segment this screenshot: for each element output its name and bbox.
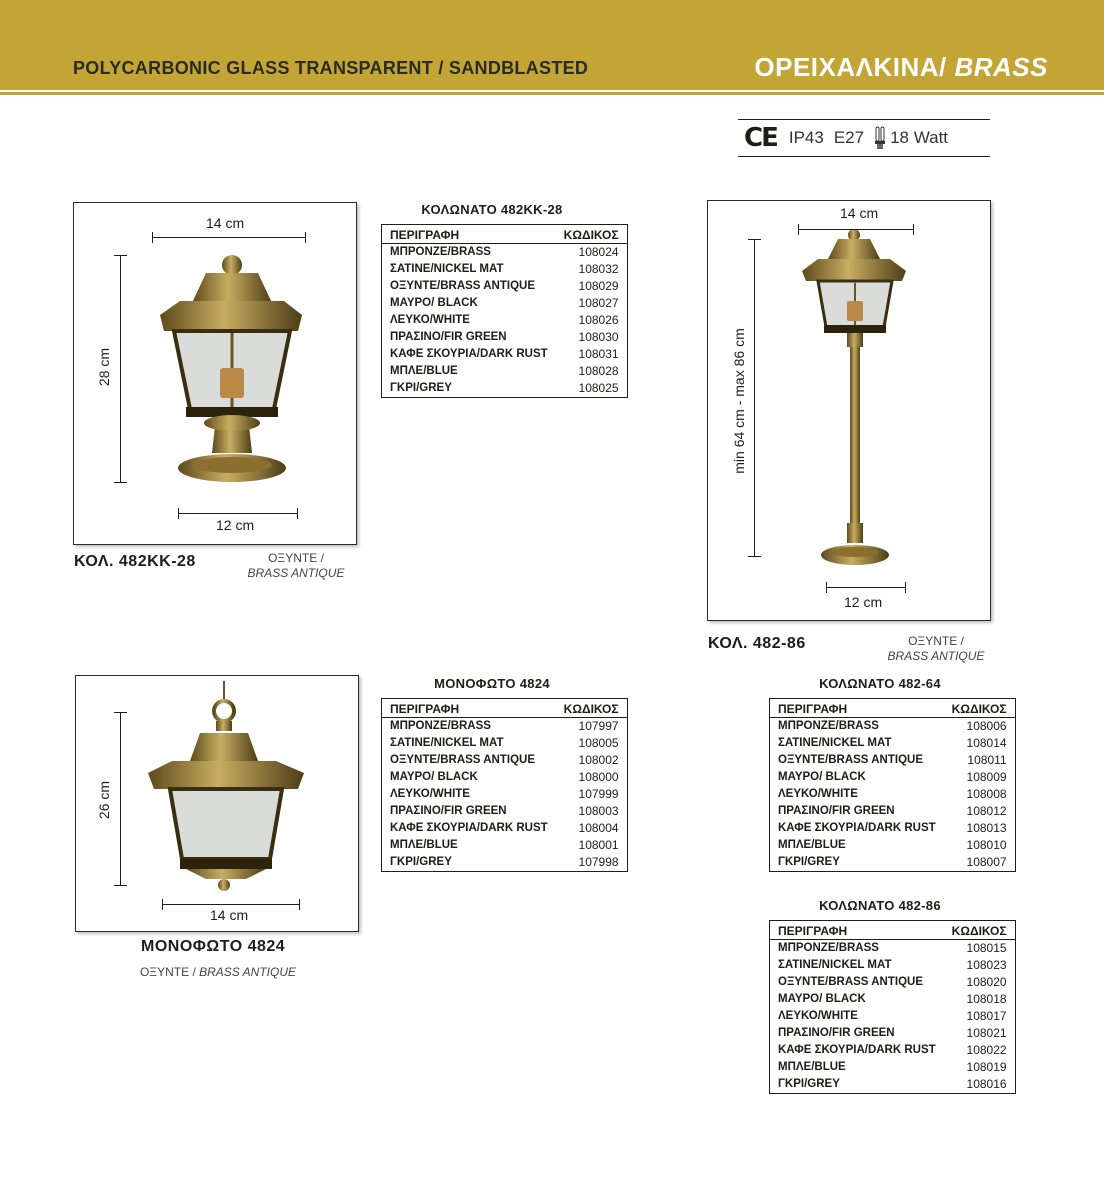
row-code: 108030 xyxy=(578,330,619,344)
row-description: ΜΠΛΕ/BLUE xyxy=(778,1061,846,1073)
spec-strip xyxy=(738,119,990,157)
row-code: 108012 xyxy=(966,804,1007,818)
dimension-line-bottom xyxy=(826,587,906,588)
row-code: 108016 xyxy=(966,1077,1007,1091)
row-description: ΜΠΛΕ/BLUE xyxy=(390,365,458,377)
dimension-width-bottom: 14 cm xyxy=(210,907,249,923)
col-header-code: ΚΩΔΙΚΟΣ xyxy=(556,699,627,718)
dimension-line-height xyxy=(120,712,121,886)
row-code: 108010 xyxy=(966,838,1007,852)
row-code: 108019 xyxy=(966,1060,1007,1074)
row-description: ΟΞΥΝΤΕ/BRASS ANTIQUE xyxy=(390,280,535,292)
product-photo-482kk-28 xyxy=(73,202,357,545)
row-code: 108023 xyxy=(966,958,1007,972)
dimension-width-top: 14 cm xyxy=(206,215,245,231)
table-row xyxy=(382,718,628,736)
col-header-description: ΠΕΡΙΓΡΑΦΗ xyxy=(382,699,556,718)
table-row xyxy=(382,295,628,312)
row-description: ΜΠΡΟΝΖΕ/BRASS xyxy=(778,942,879,954)
row-description: ΣΑΤΙΝΕ/NICKEL MAT xyxy=(778,737,892,749)
dimension-width-bottom: 12 cm xyxy=(216,517,255,533)
row-code: 108000 xyxy=(578,770,619,784)
row-description: ΚΑΦΕ ΣΚΟΥΡΙΑ/DARK RUST xyxy=(778,822,936,834)
table-row xyxy=(770,991,1016,1008)
row-description: ΛΕΥΚΟ/WHITE xyxy=(778,1010,858,1022)
table-row xyxy=(770,957,1016,974)
finish-english: BRASS ANTIQUE xyxy=(887,649,985,663)
table-row xyxy=(770,786,1016,803)
table-header-row xyxy=(770,699,1016,718)
row-code: 108022 xyxy=(966,1043,1007,1057)
row-code: 108011 xyxy=(967,753,1007,767)
dimension-line-height xyxy=(754,239,755,557)
table-title-4824: ΜΟΝΟΦΩΤΟ 4824 xyxy=(434,676,550,691)
row-code: 108028 xyxy=(578,364,619,378)
header-rule xyxy=(0,86,1104,90)
row-description: ΠΡΑΣΙΝΟ/FIR GREEN xyxy=(390,331,507,343)
dimension-width-top: 14 cm xyxy=(840,205,879,221)
row-description: ΛΕΥΚΟ/WHITE xyxy=(390,788,470,800)
table-row xyxy=(770,940,1016,958)
header-title-english: BRASS xyxy=(946,52,1048,82)
row-description: ΓΚΡΙ/GREY xyxy=(390,382,452,394)
table-row xyxy=(382,278,628,295)
finish-greek: ΟΞΥΝΤΕ / xyxy=(908,634,964,648)
col-header-code: ΚΩΔΙΚΟΣ xyxy=(944,699,1015,718)
row-description: ΓΚΡΙ/GREY xyxy=(390,856,452,868)
dimension-line-top xyxy=(152,237,306,238)
row-description: ΣΑΤΙΝΕ/NICKEL MAT xyxy=(390,737,504,749)
table-header-row xyxy=(770,921,1016,940)
row-description: ΟΞΥΝΤΕ/BRASS ANTIQUE xyxy=(778,976,923,988)
row-code: 108020 xyxy=(966,975,1007,989)
row-description: ΜΠΛΕ/BLUE xyxy=(778,839,846,851)
row-code: 108014 xyxy=(966,736,1007,750)
table-row xyxy=(770,769,1016,786)
table-row xyxy=(770,820,1016,837)
finish-english: BRASS ANTIQUE xyxy=(199,965,297,979)
product-photo-4824 xyxy=(75,675,359,932)
table-row xyxy=(382,363,628,380)
lantern-tall-post-image xyxy=(708,201,992,622)
row-description: ΣΑΤΙΝΕ/NICKEL MAT xyxy=(778,959,892,971)
table-row xyxy=(382,312,628,329)
row-description: ΠΡΑΣΙΝΟ/FIR GREEN xyxy=(778,805,895,817)
table-row xyxy=(770,1025,1016,1042)
table-row xyxy=(770,837,1016,854)
table-row xyxy=(382,380,628,398)
header-title xyxy=(754,52,1048,83)
row-code: 108027 xyxy=(578,296,619,310)
row-code: 107999 xyxy=(578,787,619,801)
table-title-482-86: ΚΟΛΩΝΑΤΟ 482-86 xyxy=(819,898,941,913)
table-row xyxy=(770,752,1016,769)
table-row xyxy=(382,769,628,786)
product-finish-482kk-28 xyxy=(236,551,356,581)
dimension-line-bottom xyxy=(162,904,300,905)
row-code: 108024 xyxy=(578,245,619,259)
row-description: ΛΕΥΚΟ/WHITE xyxy=(390,314,470,326)
row-code: 108021 xyxy=(966,1026,1007,1040)
row-code: 107998 xyxy=(578,855,619,869)
row-code: 108001 xyxy=(578,838,619,852)
row-description: ΜΑΥΡΟ/ BLACK xyxy=(778,993,866,1005)
row-description: ΟΞΥΝΤΕ/BRASS ANTIQUE xyxy=(778,754,923,766)
row-code: 108008 xyxy=(966,787,1007,801)
bulb-icon xyxy=(874,126,886,150)
row-description: ΜΑΥΡΟ/ BLACK xyxy=(778,771,866,783)
product-caption-4824: ΜΟΝΟΦΩΤΟ 4824 xyxy=(141,938,286,955)
table-row xyxy=(382,837,628,854)
table-row xyxy=(382,820,628,837)
dimension-line-top xyxy=(798,229,914,230)
row-code: 108013 xyxy=(966,821,1007,835)
table-row xyxy=(382,803,628,820)
product-caption-482-86: ΚΟΛ. 482-86 xyxy=(708,635,806,652)
col-header-description: ΠΕΡΙΓΡΑΦΗ xyxy=(382,225,556,244)
row-code: 108018 xyxy=(966,992,1007,1006)
finish-greek: ΟΞΥΝΤΕ / xyxy=(139,965,200,979)
row-description: ΚΑΦΕ ΣΚΟΥΡΙΑ/DARK RUST xyxy=(778,1044,936,1056)
row-code: 108032 xyxy=(578,262,619,276)
row-description: ΓΚΡΙ/GREY xyxy=(778,856,840,868)
table-row xyxy=(382,261,628,278)
ip-rating: IP43 xyxy=(788,128,824,147)
header-title-greek: ΟΡΕΙΧΑΛΚΙΝΑ/ xyxy=(754,52,947,82)
col-header-description: ΠΕΡΙΓΡΑΦΗ xyxy=(770,921,944,940)
table-row xyxy=(382,346,628,363)
row-code: 108004 xyxy=(578,821,619,835)
row-code: 108017 xyxy=(966,1009,1007,1023)
header-subtitle: POLYCARBONIC GLASS TRANSPARENT / SANDBLASTED xyxy=(73,58,589,78)
table-header-row xyxy=(382,225,628,244)
col-header-code: ΚΩΔΙΚΟΣ xyxy=(556,225,627,244)
table-row xyxy=(382,786,628,803)
table-row xyxy=(382,244,628,262)
table-row xyxy=(770,1076,1016,1094)
row-code: 107997 xyxy=(578,719,619,733)
table-row xyxy=(770,735,1016,752)
row-code: 108007 xyxy=(966,855,1007,869)
table-row xyxy=(770,718,1016,736)
table-header-row xyxy=(382,699,628,718)
dimension-height: 26 cm xyxy=(96,780,112,820)
table-row xyxy=(382,329,628,346)
code-table-482-86 xyxy=(769,920,1016,1094)
row-description: ΟΞΥΝΤΕ/BRASS ANTIQUE xyxy=(390,754,535,766)
row-code: 108009 xyxy=(966,770,1007,784)
dimension-height: min 64 cm - max 86 cm xyxy=(731,328,747,474)
code-table-482kk-28 xyxy=(381,224,628,398)
row-description: ΜΠΡΟΝΖΕ/BRASS xyxy=(390,246,491,258)
row-description: ΜΑΥΡΟ/ BLACK xyxy=(390,771,478,783)
dimension-width-bottom: 12 cm xyxy=(844,594,883,610)
row-description: ΜΠΡΟΝΖΕ/BRASS xyxy=(390,720,491,732)
table-row xyxy=(382,854,628,872)
table-row xyxy=(770,1042,1016,1059)
row-description: ΓΚΡΙ/GREY xyxy=(778,1078,840,1090)
row-code: 108006 xyxy=(966,719,1007,733)
code-table-482-64 xyxy=(769,698,1016,872)
row-code: 108025 xyxy=(578,381,619,395)
row-code: 108015 xyxy=(966,941,1007,955)
product-caption-482kk-28: ΚΟΛ. 482ΚΚ-28 xyxy=(74,553,196,570)
row-code: 108003 xyxy=(578,804,619,818)
row-description: ΚΑΦΕ ΣΚΟΥΡΙΑ/DARK RUST xyxy=(390,348,548,360)
ce-mark-icon: CE xyxy=(744,123,777,153)
row-code: 108029 xyxy=(578,279,619,293)
dimension-line-bottom xyxy=(178,513,298,514)
finish-greek: ΟΞΥΝΤΕ / xyxy=(268,551,324,565)
lantern-hanging-image xyxy=(76,675,360,932)
row-code: 108026 xyxy=(578,313,619,327)
table-row xyxy=(770,974,1016,991)
dimension-height: 28 cm xyxy=(96,347,112,387)
col-header-code: ΚΩΔΙΚΟΣ xyxy=(944,921,1015,940)
row-code: 108031 xyxy=(578,347,619,361)
table-title-482-64: ΚΟΛΩΝΑΤΟ 482-64 xyxy=(819,676,941,691)
code-table-4824 xyxy=(381,698,628,872)
row-description: ΜΠΛΕ/BLUE xyxy=(390,839,458,851)
socket-type: E27 xyxy=(833,128,865,147)
table-row xyxy=(770,803,1016,820)
row-description: ΠΡΑΣΙΝΟ/FIR GREEN xyxy=(778,1027,895,1039)
finish-english: BRASS ANTIQUE xyxy=(247,566,345,580)
row-description: ΚΑΦΕ ΣΚΟΥΡΙΑ/DARK RUST xyxy=(390,822,548,834)
product-finish-4824 xyxy=(120,965,316,980)
col-header-description: ΠΕΡΙΓΡΑΦΗ xyxy=(770,699,944,718)
product-finish-482-86 xyxy=(876,634,996,664)
row-description: ΜΠΡΟΝΖΕ/BRASS xyxy=(778,720,879,732)
dimension-line-height xyxy=(120,255,121,483)
row-description: ΜΑΥΡΟ/ BLACK xyxy=(390,297,478,309)
row-description: ΠΡΑΣΙΝΟ/FIR GREEN xyxy=(390,805,507,817)
table-row xyxy=(382,735,628,752)
table-row xyxy=(382,752,628,769)
header-rule-thin xyxy=(0,92,1104,95)
row-code: 108002 xyxy=(578,753,619,767)
row-description: ΛΕΥΚΟ/WHITE xyxy=(778,788,858,800)
table-row xyxy=(770,1008,1016,1025)
table-row xyxy=(770,1059,1016,1076)
row-code: 108005 xyxy=(578,736,619,750)
row-description: ΣΑΤΙΝΕ/NICKEL MAT xyxy=(390,263,504,275)
table-title-482kk-28: ΚΟΛΩΝΑΤΟ 482ΚΚ-28 xyxy=(421,202,563,217)
wattage: 18 Watt xyxy=(890,128,949,147)
product-photo-482-86 xyxy=(707,200,991,621)
table-row xyxy=(770,854,1016,872)
